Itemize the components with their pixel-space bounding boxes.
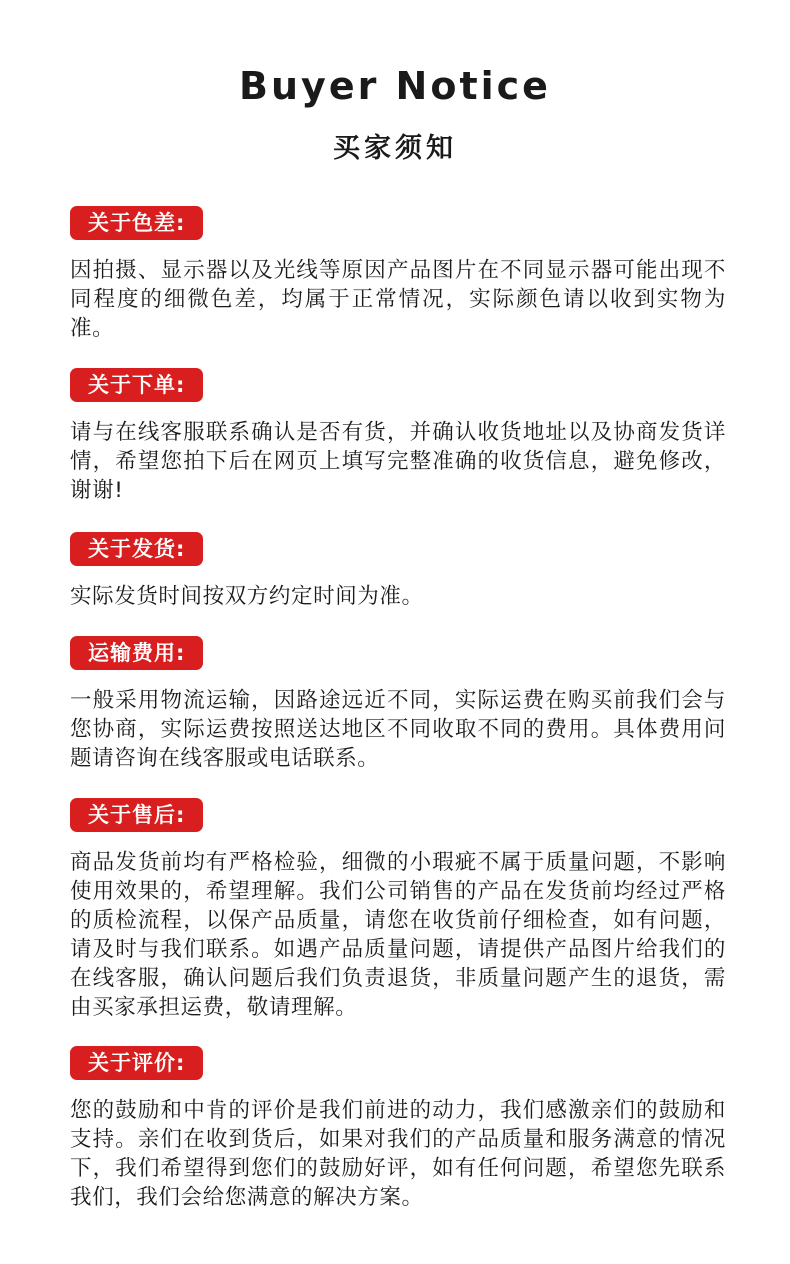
section-tag: 运输费用: [70,636,203,670]
section-ordering [70,368,726,505]
section-text: 商品发货前均有严格检验，细微的小瑕疵不属于质量问题，不影响使用效果的，希望理解。我们公司销售的产品在发货前均经过严格的质检流程，以保产品质量，请您在收货前仔细检查，如有问题，请及时与我们联系。如遇产品质量问题，请提供产品图片给我们的在线客服，确认问题后我们负责退货，非质量问题产生的退货，需由买家承担运费，敬请理解。 [70,850,726,1020]
section-reviews [70,1046,726,1212]
section-color-difference [70,206,726,343]
section-text: 一般采用物流运输，因路途远近不同，实际运费在购买前我们会与您协商，实际运费按照送达地区不同收取不同的费用。具体费用问题请咨询在线客服或电话联系。 [70,688,726,771]
section-tag: 关于下单: [70,368,203,402]
section-tag: 关于售后: [70,798,203,832]
section-text: 因拍摄、显示器以及光线等原因产品图片在不同显示器可能出现不同程度的细微色差，均属于正常情况，实际颜色请以收到实物为准。 [70,258,726,341]
section-after-sales [70,798,726,1022]
section-tag: 关于发货: [70,532,203,566]
page-title-en: Buyer Notice [239,64,551,108]
section-tag: 关于评价: [70,1046,203,1080]
page-title-cn: 买家须知 [333,133,457,164]
section-text: 请与在线客服联系确认是否有货，并确认收货地址以及协商发货详情，希望您拍下后在网页上填写完整准确的收货信息，避免修改，谢谢! [70,420,726,503]
section-text: 您的鼓励和中肯的评价是我们前进的动力，我们感激亲们的鼓励和支持。亲们在收到货后，如果对我们的产品质量和服务满意的情况下，我们希望得到您们的鼓励好评，如有任何问题，希望您先联系我们，我们会给您满意的解决方案。 [70,1098,726,1210]
section-tag: 关于色差: [70,206,203,240]
section-freight [70,636,726,773]
section-shipping [70,532,726,611]
section-text: 实际发货时间按双方约定时间为准。 [70,584,424,609]
